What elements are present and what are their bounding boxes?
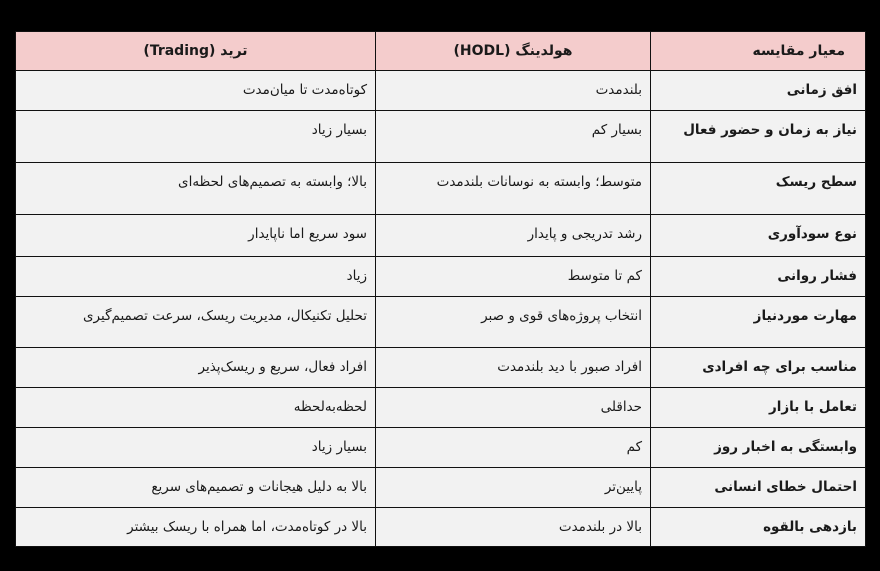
header-hodl: هولدینگ (HODL) [376,32,651,71]
table-row [16,508,866,547]
cell-hodl: انتخاب پروژه‌های قوی و صبر [376,297,651,348]
cell-trading: تحلیل تکنیکال، مدیریت ریسک، سرعت تصمیم‌گیری [16,297,376,348]
table-row [16,215,866,257]
cell-hodl: بالا در بلندمدت [376,508,651,547]
cell-trading: بسیار زیاد [16,428,376,468]
cell-criteria: نوع سودآوری [651,215,866,257]
table-row [16,163,866,215]
cell-trading: کوتاه‌مدت تا میان‌مدت [16,71,376,111]
cell-hodl: پایین‌تر [376,468,651,508]
cell-criteria: سطح ریسک [651,163,866,215]
cell-hodl: بلندمدت [376,71,651,111]
cell-hodl: حداقلی [376,388,651,428]
cell-trading: بالا در کوتاه‌مدت، اما همراه با ریسک بیشتر [16,508,376,547]
table-row [16,257,866,297]
table-row [16,468,866,508]
cell-trading: بسیار زیاد [16,111,376,163]
table-row [16,297,866,348]
table-row [16,71,866,111]
table-header-row [16,32,866,71]
cell-criteria: مهارت موردنیاز [651,297,866,348]
table-row [16,428,866,468]
cell-trading: بالا به دلیل هیجانات و تصمیم‌های سریع [16,468,376,508]
table-row [16,111,866,163]
cell-hodl: کم [376,428,651,468]
cell-hodl: افراد صبور با دید بلندمدت [376,348,651,388]
header-criteria: معیار مقایسه [651,32,866,71]
hodl-vs-trading-table [15,31,866,547]
comparison-table-container [15,31,865,547]
cell-criteria: بازدهی بالقوه [651,508,866,547]
cell-criteria: تعامل با بازار [651,388,866,428]
table-row [16,388,866,428]
cell-hodl: بسیار کم [376,111,651,163]
cell-trading: لحظه‌به‌لحظه [16,388,376,428]
cell-trading: بالا؛ وابسته به تصمیم‌های لحظه‌ای [16,163,376,215]
cell-hodl: متوسط؛ وابسته به نوسانات بلندمدت [376,163,651,215]
cell-trading: سود سریع اما ناپایدار [16,215,376,257]
table-row [16,348,866,388]
cell-criteria: نیاز به زمان و حضور فعال [651,111,866,163]
cell-criteria: مناسب برای چه افرادی [651,348,866,388]
cell-criteria: فشار روانی [651,257,866,297]
header-trading: ترید (Trading) [16,32,376,71]
cell-hodl: کم تا متوسط [376,257,651,297]
cell-hodl: رشد تدریجی و پایدار [376,215,651,257]
cell-trading: زیاد [16,257,376,297]
cell-criteria: احتمال خطای انسانی [651,468,866,508]
cell-criteria: وابستگی به اخبار روز [651,428,866,468]
cell-trading: افراد فعال، سریع و ریسک‌پذیر [16,348,376,388]
cell-criteria: افق زمانی [651,71,866,111]
